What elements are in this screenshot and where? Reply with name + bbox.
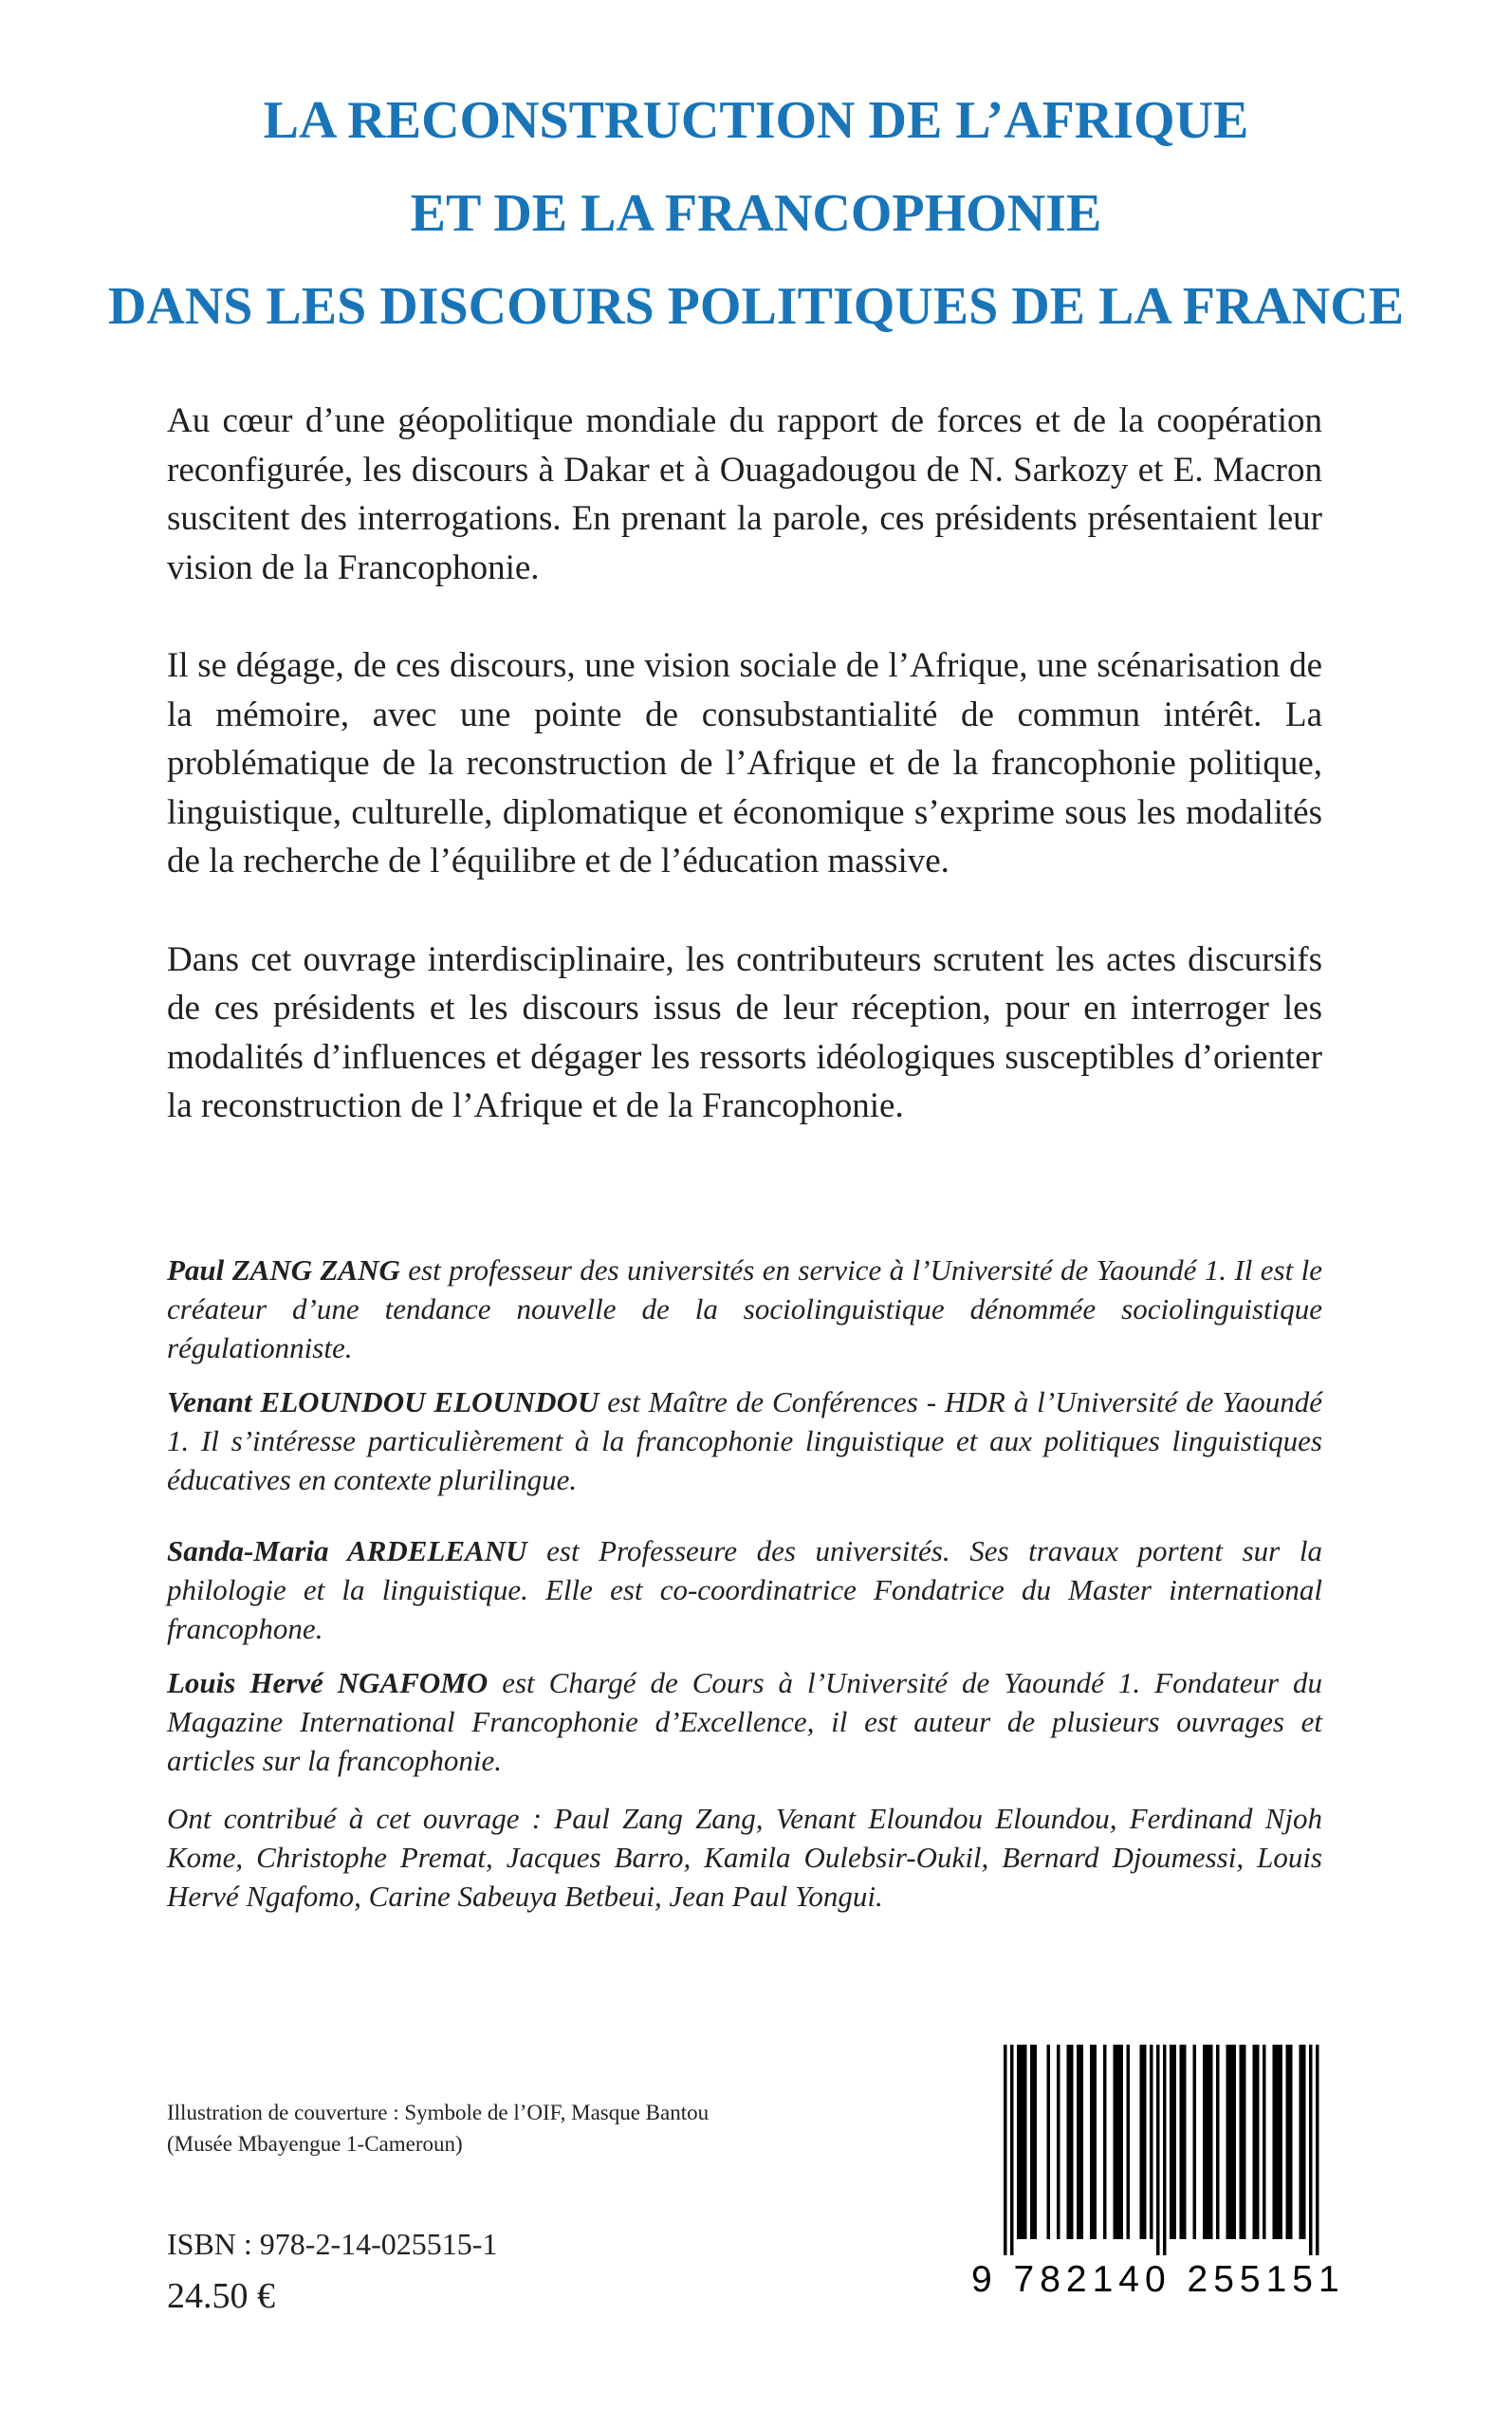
- barcode-bar: [1004, 2045, 1007, 2255]
- barcode-bar: [1263, 2045, 1266, 2239]
- barcode-bar: [1094, 2045, 1097, 2239]
- barcode-bar: [1080, 2045, 1084, 2239]
- barcode-bar: [1090, 2045, 1094, 2239]
- barcode-bar: [1229, 2045, 1233, 2239]
- barcode-bar: [1273, 2045, 1277, 2239]
- barcode-bar: [1140, 2045, 1144, 2239]
- cover-illustration-credits: [167, 2097, 755, 2159]
- barcode-bar: [1103, 2045, 1107, 2239]
- barcode-bar: [1300, 2045, 1303, 2239]
- barcode-bar: [1226, 2045, 1230, 2239]
- bio-author-text: est professeur des universités en service à l’Université de Yaoundé 1. Il est le créateur d’une tendance nouvelle de la sociolinguistique dénommée sociolinguistique régulationniste.: [167, 1253, 1322, 1364]
- barcode-bar: [1183, 2045, 1187, 2239]
- barcode-bar: [1203, 2045, 1207, 2239]
- barcode-bar: [1233, 2045, 1237, 2239]
- book-title: [0, 74, 1512, 353]
- credits-line-1: Illustration de couverture : Symbole de l’OIF, Masque Bantou: [167, 2101, 710, 2124]
- barcode-bar: [1067, 2045, 1071, 2239]
- barcode-bar: [1302, 2045, 1306, 2239]
- barcode-bar: [1030, 2045, 1034, 2239]
- title-line-3: DANS LES DISCOURS POLITIQUES DE LA FRANCE: [107, 277, 1405, 336]
- bio-author-text: est Chargé de Cours à l’Université de Yaoundé 1. Fondateur du Magazine International Francophonie d’Excellence, il est auteur de plusieurs ouvrages et articles sur la francophonie.: [167, 1666, 1323, 1777]
- barcode-bar: [1143, 2045, 1147, 2239]
- barcode-bar: [1163, 2045, 1167, 2255]
- summary-paragraph-3: Dans cet ouvrage interdisciplinaire, les contributeurs scrutent les actes discursifs de ces présidents et les discours issus de leur réception, pour en interroger les modalités d’influences et dégager les ressorts idéologiques susceptibles d’orienter la reconstruction de l’Afrique et de la Francophonie.: [167, 939, 1322, 1125]
- bio-author-name: Louis Hervé NGAFOMO: [167, 1666, 489, 1699]
- barcode-bar: [1021, 2045, 1024, 2239]
- barcode-bar: [1023, 2045, 1027, 2239]
- barcode-bar: [1010, 2045, 1014, 2255]
- bio-paragraph: [167, 1663, 1322, 1780]
- back-cover-summary: [167, 397, 1322, 1180]
- title-line-1: LA RECONSTRUCTION DE L’AFRIQUE: [263, 91, 1249, 150]
- bio-paragraph: [167, 1531, 1322, 1648]
- price-label: 24.50 €: [167, 2276, 275, 2316]
- credits-line-2: (Musée Mbayengue 1-Cameroun): [167, 2132, 463, 2156]
- contributors-list: Ont contribué à cet ouvrage : Paul Zang Zang, Venant Eloundou Eloundou, Ferdinand Njoh Kome, Christophe Premat, Jacques Barro, Kamila Oulebsir-Oukil, Bernard Djoumessi, Louis Hervé Ngafomo, Carine Sabeuya Betbeui, Jean Paul Yongui.: [167, 1802, 1322, 1913]
- barcode-bar: [1127, 2045, 1131, 2239]
- barcode-bar: [1070, 2045, 1074, 2239]
- bio-paragraph: [167, 1382, 1322, 1499]
- bio-author-name: Paul ZANG ZANG: [167, 1253, 400, 1287]
- barcode-bar: [1116, 2045, 1120, 2239]
- barcode-bar: [1256, 2045, 1260, 2239]
- bio-author-name: Venant ELOUNDOU ELOUNDOU: [167, 1385, 599, 1418]
- barcode-bar: [1047, 2045, 1051, 2239]
- barcode-bar: [1209, 2045, 1213, 2239]
- isbn-label: ISBN : 978-2-14-025515-1: [167, 2227, 498, 2261]
- barcode-bar: [1156, 2045, 1160, 2255]
- barcode-bar: [1243, 2045, 1246, 2239]
- bio-author-name: Sanda-Maria ARDELEANU: [167, 1534, 527, 1567]
- title-line-2: ET DE LA FRANCOPHONIE: [410, 184, 1102, 243]
- barcode-bar: [1114, 2045, 1117, 2239]
- barcode-bar: [1253, 2045, 1257, 2239]
- barcode-bar: [1286, 2045, 1290, 2239]
- barcode-bar: [1150, 2045, 1153, 2239]
- barcode-bars: [971, 2045, 1332, 2263]
- summary-paragraph-1: Au cœur d’une géopolitique mondiale du rapport de forces et de la coopération reconfigurée, les discours à Dakar et à Ouagadougou de N. Sarkozy et E. Macron suscitent des interrogations. En prenant la parole, ces présidents présentaient leur vision de la Francophonie.: [167, 401, 1322, 587]
- barcode-bar: [1207, 2045, 1210, 2239]
- barcode-bar: [1289, 2045, 1293, 2239]
- bio-author-text: est Maître de Conférences - HDR à l’Université de Yaoundé 1. Il s’intéresse particulièrement à la francophonie linguistique et aux politiques linguistiques éducatives en contexte plurilingue.: [167, 1385, 1322, 1496]
- barcode-bar: [1216, 2045, 1220, 2239]
- barcode-bar: [1034, 2045, 1038, 2239]
- barcode-bar: [1240, 2045, 1244, 2239]
- summary-paragraph-2: Il se dégage, de ces discours, une vision sociale de l’Afrique, une scénarisation de la mémoire, avec une pointe de consubstantialité de commun intérêt. La problématique de la reconstruction de l’Afrique et de la francophonie politique, linguistique, culturelle, diplomatique et économique s’exprime sous les modalités de la recherche de l’équilibre et de l’éducation massive.: [167, 646, 1322, 880]
- barcode-bar: [1180, 2045, 1184, 2239]
- barcode-bar: [1316, 2045, 1319, 2255]
- barcode-bar: [1193, 2045, 1197, 2239]
- bio-paragraph: [167, 1251, 1322, 1367]
- author-bios: [167, 1251, 1322, 1916]
- barcode-bar: [1309, 2045, 1313, 2255]
- barcode-bar: [1173, 2045, 1177, 2239]
- barcode-bar: [1077, 2045, 1080, 2239]
- barcode-bar: [1017, 2045, 1021, 2239]
- bio-author-text: est Professeure des universités. Ses travaux portent sur la philologie et la linguistique. Elle est co-coordinatrice Fondatrice du Master international francophone.: [167, 1534, 1322, 1645]
- barcode-digits: 9 782140 255151: [971, 2259, 1345, 2300]
- barcode-bar: [1057, 2045, 1060, 2239]
- barcode-bar: [1276, 2045, 1280, 2239]
- barcode-bar: [1280, 2045, 1283, 2239]
- isbn-barcode: [971, 2045, 1345, 2331]
- barcode-bar: [1170, 2045, 1173, 2239]
- barcode-bar: [1120, 2045, 1124, 2239]
